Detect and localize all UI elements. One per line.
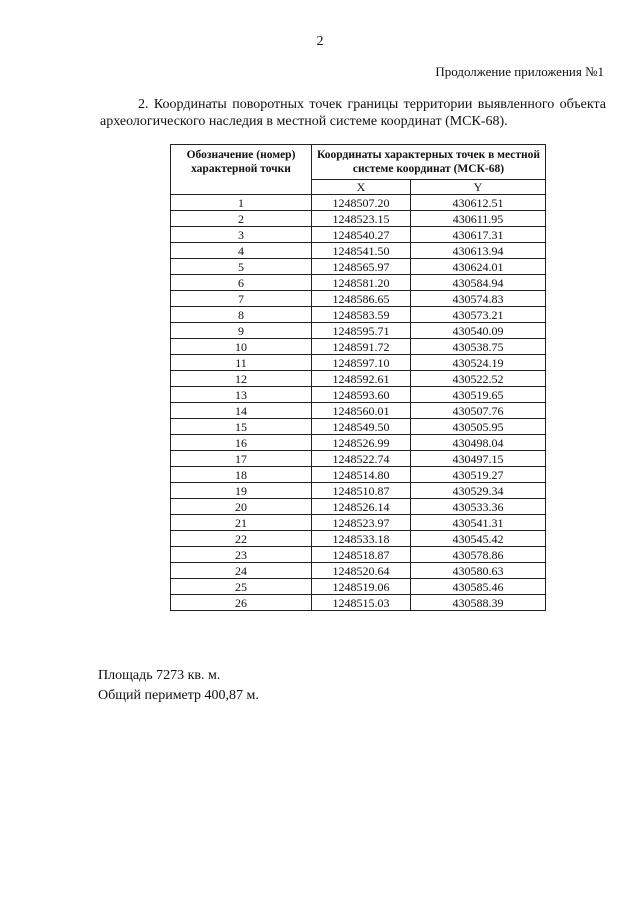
y-coordinate-cell: 430617.31 — [411, 227, 546, 243]
x-coordinate-cell: 1248560.01 — [312, 403, 411, 419]
y-coordinate-cell: 430612.51 — [411, 195, 546, 211]
table-row — [171, 291, 546, 307]
x-coordinate-cell: 1248591.72 — [312, 339, 411, 355]
x-coordinate-cell: 1248592.61 — [312, 371, 411, 387]
y-coordinate-cell: 430522.52 — [411, 371, 546, 387]
y-coordinate-cell: 430497.15 — [411, 451, 546, 467]
table-row — [171, 275, 546, 291]
header-y: Y — [411, 180, 546, 195]
point-number-cell: 7 — [171, 291, 312, 307]
point-number-cell: 6 — [171, 275, 312, 291]
y-coordinate-cell: 430519.27 — [411, 467, 546, 483]
section-heading: 2. Координаты поворотных точек границы территории выявленного объекта археологического наследия в местной системе координат (МСК-68). — [100, 97, 606, 129]
area-text: Площадь 7273 кв. м. — [98, 668, 221, 683]
x-coordinate-cell: 1248526.14 — [312, 499, 411, 515]
x-coordinate-cell: 1248593.60 — [312, 387, 411, 403]
y-coordinate-cell: 430613.94 — [411, 243, 546, 259]
table-row — [171, 435, 546, 451]
point-number-cell: 13 — [171, 387, 312, 403]
x-coordinate-cell: 1248515.03 — [312, 595, 411, 611]
point-number-cell: 21 — [171, 515, 312, 531]
table-row — [171, 515, 546, 531]
table-row — [171, 307, 546, 323]
y-coordinate-cell: 430578.86 — [411, 547, 546, 563]
point-number-cell: 1 — [171, 195, 312, 211]
x-coordinate-cell: 1248583.59 — [312, 307, 411, 323]
point-number-cell: 10 — [171, 339, 312, 355]
table-row — [171, 387, 546, 403]
y-coordinate-cell: 430541.31 — [411, 515, 546, 531]
table-row — [171, 211, 546, 227]
header-x: X — [312, 180, 411, 195]
point-number-cell: 14 — [171, 403, 312, 419]
point-number-cell: 23 — [171, 547, 312, 563]
table-row — [171, 259, 546, 275]
y-coordinate-cell: 430580.63 — [411, 563, 546, 579]
x-coordinate-cell: 1248523.15 — [312, 211, 411, 227]
x-coordinate-cell: 1248533.18 — [312, 531, 411, 547]
y-coordinate-cell: 430533.36 — [411, 499, 546, 515]
point-number-cell: 15 — [171, 419, 312, 435]
x-coordinate-cell: 1248540.27 — [312, 227, 411, 243]
x-coordinate-cell: 1248523.97 — [312, 515, 411, 531]
point-number-cell: 11 — [171, 355, 312, 371]
point-number-cell: 8 — [171, 307, 312, 323]
x-coordinate-cell: 1248581.20 — [312, 275, 411, 291]
point-number-cell: 17 — [171, 451, 312, 467]
table-row — [171, 419, 546, 435]
page-number: 2 — [316, 34, 324, 49]
table-row — [171, 467, 546, 483]
point-number-cell: 3 — [171, 227, 312, 243]
coordinates-table-body — [171, 195, 546, 611]
point-number-cell: 5 — [171, 259, 312, 275]
table-row — [171, 483, 546, 499]
point-number-cell: 19 — [171, 483, 312, 499]
x-coordinate-cell: 1248507.20 — [312, 195, 411, 211]
y-coordinate-cell: 430524.19 — [411, 355, 546, 371]
x-coordinate-cell: 1248510.87 — [312, 483, 411, 499]
header-point-number: Обозначение (номер) характерной точки — [171, 145, 312, 195]
table-row — [171, 579, 546, 595]
point-number-cell: 16 — [171, 435, 312, 451]
y-coordinate-cell: 430538.75 — [411, 339, 546, 355]
y-coordinate-cell: 430507.76 — [411, 403, 546, 419]
x-coordinate-cell: 1248519.06 — [312, 579, 411, 595]
x-coordinate-cell: 1248597.10 — [312, 355, 411, 371]
table-row — [171, 355, 546, 371]
y-coordinate-cell: 430624.01 — [411, 259, 546, 275]
y-coordinate-cell: 430588.39 — [411, 595, 546, 611]
x-coordinate-cell: 1248514.80 — [312, 467, 411, 483]
x-coordinate-cell: 1248595.71 — [312, 323, 411, 339]
x-coordinate-cell: 1248541.50 — [312, 243, 411, 259]
y-coordinate-cell: 430584.94 — [411, 275, 546, 291]
point-number-cell: 26 — [171, 595, 312, 611]
table-row — [171, 243, 546, 259]
appendix-note: Продолжение приложения №1 — [435, 64, 604, 79]
y-coordinate-cell: 430574.83 — [411, 291, 546, 307]
perimeter-text: Общий периметр 400,87 м. — [98, 688, 259, 703]
table-row — [171, 371, 546, 387]
table-row — [171, 339, 546, 355]
point-number-cell: 24 — [171, 563, 312, 579]
table-row — [171, 595, 546, 611]
x-coordinate-cell: 1248520.64 — [312, 563, 411, 579]
table-row — [171, 531, 546, 547]
point-number-cell: 18 — [171, 467, 312, 483]
x-coordinate-cell: 1248549.50 — [312, 419, 411, 435]
table-row — [171, 227, 546, 243]
y-coordinate-cell: 430611.95 — [411, 211, 546, 227]
point-number-cell: 20 — [171, 499, 312, 515]
x-coordinate-cell: 1248522.74 — [312, 451, 411, 467]
table-row — [171, 451, 546, 467]
point-number-cell: 22 — [171, 531, 312, 547]
table-row — [171, 547, 546, 563]
table-row — [171, 563, 546, 579]
point-number-cell: 4 — [171, 243, 312, 259]
y-coordinate-cell: 430505.95 — [411, 419, 546, 435]
y-coordinate-cell: 430529.34 — [411, 483, 546, 499]
y-coordinate-cell: 430519.65 — [411, 387, 546, 403]
y-coordinate-cell: 430573.21 — [411, 307, 546, 323]
y-coordinate-cell: 430585.46 — [411, 579, 546, 595]
point-number-cell: 12 — [171, 371, 312, 387]
table-row — [171, 195, 546, 211]
point-number-cell: 25 — [171, 579, 312, 595]
y-coordinate-cell: 430545.42 — [411, 531, 546, 547]
summary — [98, 666, 259, 706]
table-row — [171, 499, 546, 515]
x-coordinate-cell: 1248526.99 — [312, 435, 411, 451]
y-coordinate-cell: 430498.04 — [411, 435, 546, 451]
table-row — [171, 403, 546, 419]
table-row — [171, 323, 546, 339]
coordinates-table — [170, 144, 546, 611]
y-coordinate-cell: 430540.09 — [411, 323, 546, 339]
x-coordinate-cell: 1248586.65 — [312, 291, 411, 307]
point-number-cell: 9 — [171, 323, 312, 339]
x-coordinate-cell: 1248518.87 — [312, 547, 411, 563]
x-coordinate-cell: 1248565.97 — [312, 259, 411, 275]
point-number-cell: 2 — [171, 211, 312, 227]
header-coordinates: Координаты характерных точек в местной системе координат (МСК-68) — [312, 145, 546, 180]
